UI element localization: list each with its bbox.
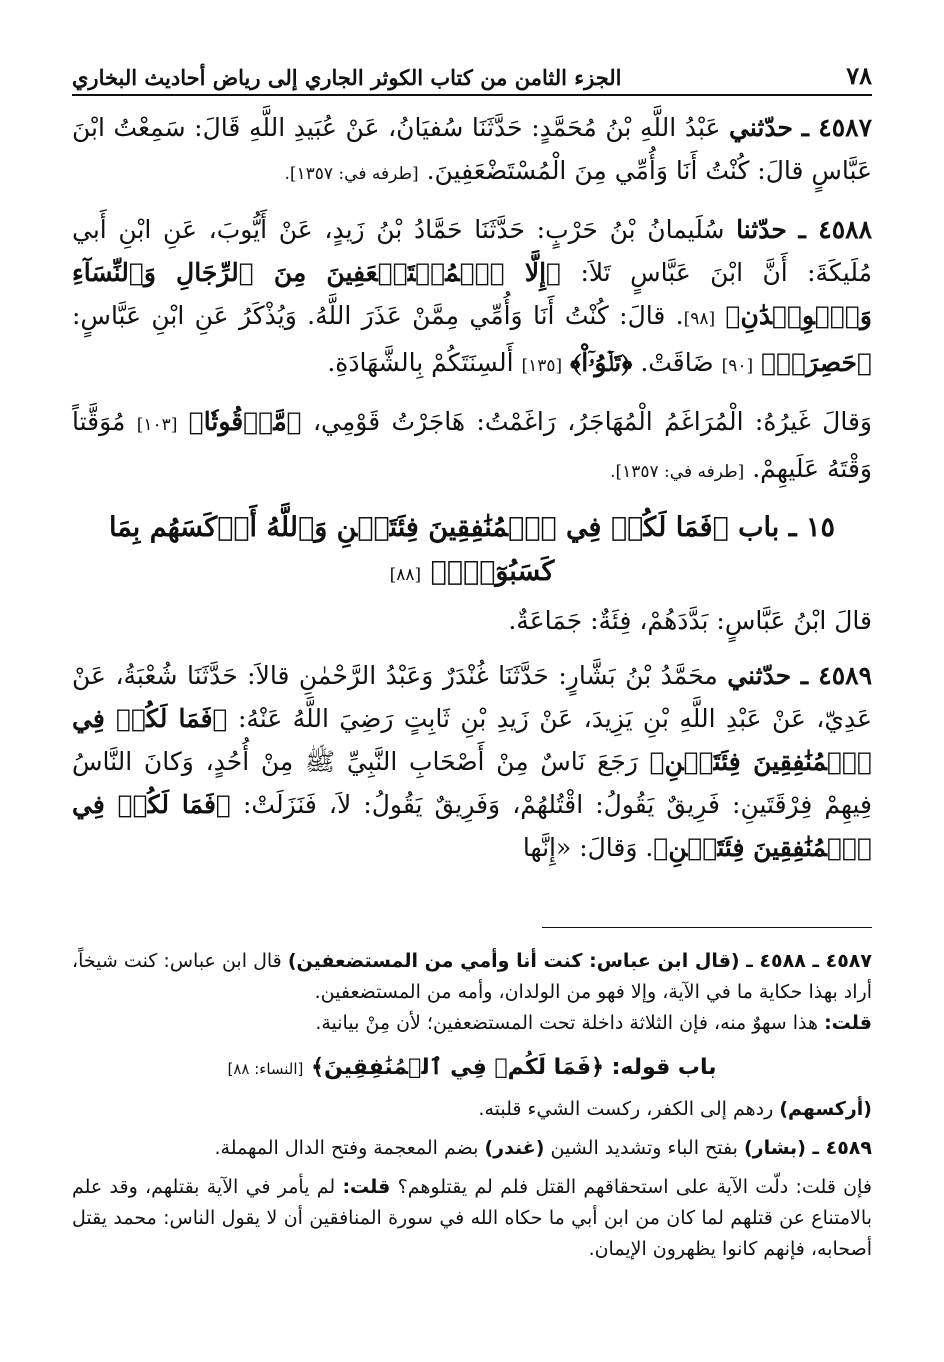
hadith-text: عَبْدُ اللَّهِ بْنُ مُحَمَّدٍ: حَدَّثَنَا سُفيَانُ، عَنْ عُبَيدِ اللَّهِ قَالَ: سَمِعْتُ ابْنَ عَبَّاسٍ قالَ: كُنْتُ أَنَا وَأُمِّي مِنَ الْمُسْتَضْعَفِينَ. [72,113,872,185]
hadith-4588 [72,208,872,388]
hadith-number: ٤٥٨٨ ـ [798,215,872,244]
footnote-text: قال ابن عباس: كنت شيخاً، أراد بهذا حكاية ما في الآية، وإلا فهو من الولدان، وأمه من المستضعفين. [72,950,872,1003]
footnote-question [72,1172,872,1265]
footnote-arkasahum [72,1094,872,1125]
cross-reference: [طرفه في: ١٣٥٧]. [284,164,419,184]
commentary-paragraph [72,400,872,494]
cross-reference: [طرفه في: ١٣٥٧]. [610,462,745,482]
qult-label: قلت: [342,1176,391,1198]
hadith-4589 [72,654,872,869]
footnote-text: هذا سهوٌ منه، فإن الثلاثة داخلة تحت المستضعفين؛ لأن مِنْ بيانية. [315,1012,819,1034]
hadith-4587 [72,106,872,196]
footnote-text: بفتح الباء وتشديد الشين [550,1137,738,1159]
main-text [72,106,872,869]
quran-verse: ﴿إِلَّا ٱلۡمُسۡتَضۡعَفِينَ مِنَ ٱلرِّجَالِ وَٱلنِّسَآءِ وَٱلۡوِلۡدَٰنِ﴾ [72,258,872,330]
hadith-text: رَجَعَ نَاسٌ مِنْ أَصْحَابِ النَّبِيِّ ﷺ مِنْ أُحُدٍ، وَكانَ النَّاسُ فِيهِمْ فِرْقَتَينِ: فَرِيقٌ يَقُولُ: اقْتُلهُمْ، وَفَرِيقٌ يَقُولُ: لاَ، فَنَزَلَتْ: [72,747,872,819]
footnote-text: بضم المعجمة وفتح الدال المهملة. [214,1137,479,1159]
footnote-text: لم يأمر في الآية بقتلهم، وقد علم بالامتناع عن قتلهم لما كان من ابن أبي ما حكاه الله في سورة المنافقين أن لا يقول الناس: محمد يقتل أصحابه، فإنهم كانوا يظهرون الإيمان. [72,1176,872,1260]
footnote-text: فإن قلت: دلّت الآية على استحقاقهم القتل فلم لم يقتلوهم؟ [397,1176,872,1198]
chapter-number: ١٥ ـ [788,512,836,543]
hadith-text: سُلَيمانُ بْنُ حَرْبٍ: حَدَّثَنَا حَمَّادُ بْنُ زَيدٍ، عَنْ أَيُّوبَ، عَنِ ابْنِ أَبي مُلَيكَةَ: أَنَّ ابْنَ عَبَّاسٍ تَلاَ: [72,215,872,287]
footnote-heading: ٤٥٨٩ ـ (بشار) [743,1137,872,1159]
hadith-number: ٤٥٨٩ ـ [800,661,872,690]
hadith-text: أَلسِنَتَكُمْ بِالشَّهَادَةِ. [327,348,514,377]
hadith-opener: حدّثني [727,661,792,690]
verse-reference: [٨٨] [389,565,422,585]
hadith-text: . وَقالَ: «إِنَّها [522,833,654,862]
footnote-heading: ٤٥٨٧ ـ ٤٥٨٨ ـ (قال ابن عباس: كنت أنا وأمي من المستضعفين) [287,950,872,972]
footnote-text: ردهم إلى الكفر، ركست الشيء قلبته. [478,1098,774,1120]
commentary-text: وَقالَ غَيرُهُ: الْمُرَاغَمُ الْمُهَاجَرُ، رَاغَمْتُ: هَاجَرْتُ قَوْمِي، [312,407,872,436]
quran-verse: ﴿تَلۡوُۥٓاْ﴾ [570,348,633,377]
footnote-heading: (أركسهم) [779,1098,872,1120]
quran-verse: ﴿فَمَا لَكُمۡ فِي ٱلۡمُنَٰفِقِينَ فِئَتَيۡنِ وَٱللَّهُ أَرۡكَسَهُم بِمَا كَسَبُوٓاْۚ﴾ [108,512,729,587]
quran-verse: ﴿مَّوۡقُوتٗا﴾ [188,407,302,436]
hadith-text: محَمَّدُ بْنُ بَشَّارٍ: حَدَّثَنَا غُنْدَرٌ وَعَبْدُ الرَّحْمٰنِ قالاَ: حَدَّثَنَا شُعْبَةُ، عَنْ عَدِيّ، عَنْ عَبْدِ اللَّهِ بْنِ يَزِيدَ، عَنْ زَيدِ بْنِ ثَابِتٍ رَضِيَ اللَّهُ عَنْهُ: [72,661,872,733]
hadith-opener: حدّثني [729,113,793,142]
quran-verse: ﴿فَمَا لَكُمۡ فِي ٱلۡمُنَٰفِقِينَ فِئَتَيۡنِ﴾ [72,790,872,862]
verse-reference: [١٠٣] [136,415,178,435]
footnote-4587-4588 [72,946,872,1039]
ibn-abbas-note: قالَ ابْنُ عَبَّاسٍ: بَدَّدَهُمْ، فِئَةٌ: جَمَاعَةٌ. [508,606,872,635]
commentary-text: مُوَقَّتاً وَقْتَهُ عَلَيهِمْ. [72,407,872,483]
footnote-chapter-heading [72,1055,872,1080]
hadith-number: ٤٥٨٧ ـ [801,113,872,142]
hadith-text: ضَاقَتْ. [640,348,714,377]
quran-verse: ﴿فَمَا لَكُمۡ فِي ٱلۡمُنَٰفِقِينَ فِئَتَيۡنِ﴾ [72,704,873,776]
quran-verse: ﴿حَصِرَتۡ﴾ [761,348,872,377]
verse-reference: [٩٠] [721,356,754,376]
page-header [72,50,872,96]
verse-reference: [٩٨] [683,309,716,329]
footnotes [72,946,872,1265]
footnote-divider [542,927,872,928]
chapter-label: باب قوله: [611,1055,717,1080]
hadith-text: . قالَ: كُنْتُ أَنَا وَأُمِّي مِمَّنْ عَذَرَ اللَّهُ. وَيُذْكَرُ عَنِ ابْنِ عَبَّاسٍ: [72,301,684,330]
hadith-opener: حدّثنا [736,215,787,244]
chapter-heading [72,506,872,597]
quran-verse: ﴿فَمَا لَكُمۡ فِي ٱلۡمُنَٰفِقِينَ﴾ [311,1055,604,1080]
qult-label: قلت: [824,1012,872,1034]
running-title: الجزء الثامن من كتاب الكوثر الجاري إلى رياض أحاديث البخاري [72,65,622,90]
page-number: ٧٨ [846,61,872,90]
footnote-heading: (غندر) [484,1137,545,1159]
verse-reference: [١٣٥] [521,356,563,376]
chapter-label: باب [738,512,780,543]
footnote-4589 [72,1133,872,1164]
verse-reference: [النساء: ٨٨] [227,1060,304,1078]
